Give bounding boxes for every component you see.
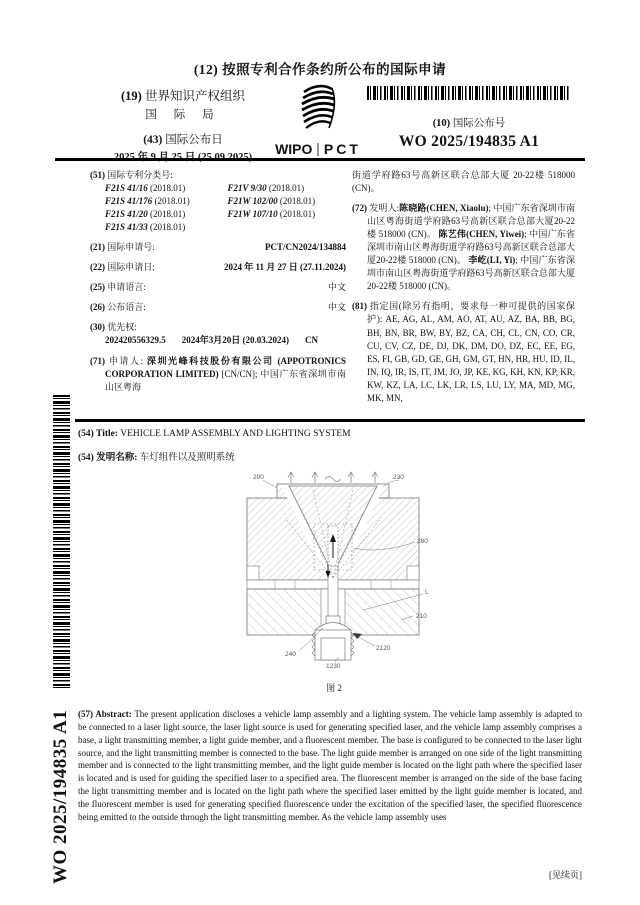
title-chinese: 车灯组件以及照明系统 — [139, 453, 235, 463]
ipc-entry: F21S 41/33 (2018.01) — [105, 222, 186, 233]
pub-number-label-line — [366, 115, 572, 130]
filing-date-row: (22) 国际申请日: 2024 年 11 月 27 日 (27.11.2024) — [90, 261, 346, 274]
application-number-row: (21) 国际申请号: PCT/CN2024/134884 — [90, 241, 346, 254]
title-english-line — [78, 429, 582, 439]
biblio-left-column — [90, 169, 346, 394]
wipo-text: WIPO — [275, 141, 313, 157]
title-section-rule — [75, 419, 585, 422]
lamp-assembly-drawing — [231, 468, 437, 670]
inid-81: (81) — [352, 301, 367, 312]
filing-language-row: (25) 申请语言: 中文 — [90, 281, 346, 294]
designated-states-list: AE, AG, AL, AM, AO, AT, AU, AZ, BA, BB, BG, BH, BN, BR, BW, BY, BZ, CA, CH, CL, CN, CO, CR, CU, CV, CZ, DE, DJ, DK, DM, DO, DZ, EC, EE, EG, ES, FI, GB, GD, GE, GH, GM, GT, HN, HR, HU, ID, IL, IN, IQ, IR, IS, IT, JM, JO, JP, KE, KG, KH, KN, KP, KR, KW, KZ, LA, LC, LK, LR, LS, LU, LY, MA, MD, MG, MK, MN, — [367, 314, 576, 403]
inid-51: (51) — [90, 170, 105, 180]
priority-date: 2024年3月20日 (20.03.2024) — [181, 335, 289, 346]
inid-19: (19) — [121, 89, 142, 103]
inid-26: (26) — [90, 302, 105, 313]
ipc-entry — [228, 221, 347, 234]
priority-number: 202420556329.5 — [105, 335, 166, 346]
ref-2120: 2120 — [376, 645, 391, 652]
pub-number-label: 国际公布号 — [452, 118, 506, 129]
applicant-name: 深圳光峰科技股份有限公司 (APPOTRONICS CORPORATION LIMITED) — [105, 355, 347, 379]
abstract-paragraph — [78, 708, 582, 824]
inid-43: (43) — [143, 134, 163, 146]
wipo-globe-icon — [292, 84, 344, 134]
title-chinese-line — [78, 449, 582, 463]
ipc-entry: F21S 41/20 (2018.01) — [105, 209, 186, 220]
ref-200: 200 — [253, 474, 264, 481]
biblio-right-column — [352, 169, 575, 405]
inventor-name: 陈艺伟(CHEN, Yiwei) — [438, 229, 525, 240]
patent-figure — [228, 468, 440, 694]
wipo-logo — [266, 84, 370, 157]
ipc-entry: F21W 107/10 (2018.01) — [227, 209, 316, 220]
inventor-name: 陈晓路(CHEN, Xiaolu) — [399, 203, 489, 214]
inventors-paragraph: (72) 发明人:陈晓路(CHEN, Xiaolu); 中国广东省深圳市南山区粤海街道学府路63号高新区联合总部大厦20-22楼 518000 (CN)。 陈艺伟(CHEN, Yiwei); 中国广东省深圳市南山区粤海街道学府路63号高新区联合总部大厦20-22楼 518000 (CN)。 李屹(LI, Yi); 中国广东省深圳市南山区粤海街道学府路63号高新区联合总部大厦20-22楼 518000 (CN)。 — [352, 203, 575, 292]
inid-71: (71) — [90, 355, 105, 366]
ipc-code-list — [90, 182, 346, 234]
designated-states-paragraph: (81) 指定国(除另有指明，要求每一种可提供的国家保护): AE, AG, AL, AM, AO, AT, AU, AZ, BA, BB, BG, BH, BN, BR, BW, BY, BZ, CA, CH, CL, CN, CO, CR, CU, CV, CZ, DE, DJ, DK, DM, DO, DZ, EC, EE, EG, ES, FI, GB, GD, GE, GH, GM, GT, HN, HR, HU, ID, IL, IN, IQ, IR, IS, IT, JM, JO, JP, KE, KG, KH, KN, KP, KR, KW, KZ, LA, LC, LK, LR, LS, LU, LY, MA, MD, MG, MK, MN, — [352, 301, 576, 403]
barcode-icon — [367, 86, 571, 100]
ipc-entry: F21S 41/16 (2018.01) — [105, 183, 186, 194]
priority-section-label: (30) 优先权: — [90, 322, 137, 333]
inid-30: (30) — [90, 322, 105, 333]
priority-entry — [90, 334, 346, 347]
pub-date — [88, 149, 278, 164]
doc-type-line: (12) 按照专利合作条约所公布的国际申请 — [193, 62, 447, 77]
ref-1230: 1230 — [326, 663, 341, 670]
pct-text: PCT — [323, 141, 361, 157]
inid-22: (22) — [90, 262, 105, 273]
ipc-section-label: (51) 国际专利分类号: — [90, 170, 173, 180]
abstract-text: The present application discloses a vehicle lamp assembly and a lighting system. The vehicle lamp assembly is adapted to be connected to a laser light source, the laser light source is used for generating specified laser, and the vehicle lamp assembly comprises a base, a light transmitting member, a light guide member, and a fluorescent member. The base is configured to be connected to the laser light source, and the light transmitting member is connected to the base. The light guide member is arranged on one side of the light transmitting member and is connected to the light transmitting member, and the light guide member is located on the light path where the specified laser is located and is used for guiding the specified laser to a specified area. The fluorescent member is arranged on the side of the base facing the light transmitting member and is located on the light path where the specified laser emitted by the light guide member is located, and the fluorescent member is used for generating specified fluorescence under the excitation of the specified laser, the specified fluorescence being emitted to the outside through the light transmitting member. As the vehicle lamp assembly uses — [78, 709, 582, 822]
title-english: VEHICLE LAMP ASSEMBLY AND LIGHTING SYSTEM — [120, 429, 351, 439]
inventor-name: 李屹(LI, Yi) — [468, 255, 516, 266]
application-number: PCT/CN2024/134884 — [265, 242, 346, 253]
ref-230: 230 — [393, 474, 404, 481]
figure-caption: 图 2 — [326, 683, 342, 693]
org-bureau: 国 际 局 — [145, 109, 221, 121]
continuation-note: [见续页] — [549, 870, 582, 880]
side-barcode-icon — [53, 395, 70, 689]
applicant-address-continuation: 街道学府路63号高新区联合总部大厦 20-22楼 518000 (CN)。 — [352, 170, 575, 194]
ref-L: L — [425, 589, 429, 596]
wipo-pct-wordmark — [266, 141, 370, 157]
header-rule — [55, 158, 585, 161]
side-publication-number: WO 2025/194835 A1 — [50, 709, 71, 884]
abstract-label: (57) Abstract: — [78, 709, 132, 719]
ref-280: 280 — [417, 538, 428, 545]
ref-210: 210 — [416, 613, 427, 620]
publication-language-row: (26) 公布语言: 中文 — [90, 301, 346, 314]
inid-72: (72) — [352, 203, 367, 214]
pub-date-label-line — [88, 131, 278, 147]
filing-language: 中文 — [327, 282, 346, 293]
title-en-label: (54) Title: — [78, 429, 119, 439]
org-name-line — [88, 86, 278, 104]
ipc-entry: F21W 102/00 (2018.01) — [227, 196, 316, 207]
header-org-block — [88, 86, 278, 164]
header-pubnum-block — [366, 86, 572, 151]
inid-25: (25) — [90, 282, 105, 293]
logo-divider — [317, 143, 319, 156]
ref-240: 240 — [285, 651, 296, 658]
title-zh-label: (54) 发明名称: — [78, 453, 138, 463]
applicant-paragraph: (71) 申请人: 深圳光峰科技股份有限公司 (APPOTRONICS CORPORATION LIMITED) [CN/CN]; 中国广东省深圳市南山区粤海 — [90, 355, 347, 392]
ipc-entry: F21V 9/30 (2018.01) — [227, 183, 305, 194]
priority-country: CN — [305, 335, 318, 346]
publication-language: 中文 — [327, 302, 346, 313]
ipc-entry: F21S 41/176 (2018.01) — [105, 196, 190, 207]
org-name: 世界知识产权组织 — [144, 89, 245, 103]
inid-10: (10) — [432, 118, 451, 129]
filing-date: 2024 年 11 月 27 日 (27.11.2024) — [223, 262, 346, 273]
pub-date-label: 国际公布日 — [165, 134, 223, 146]
inid-21: (21) — [90, 242, 105, 253]
pub-number: WO 2025/194835 A1 — [398, 133, 540, 150]
